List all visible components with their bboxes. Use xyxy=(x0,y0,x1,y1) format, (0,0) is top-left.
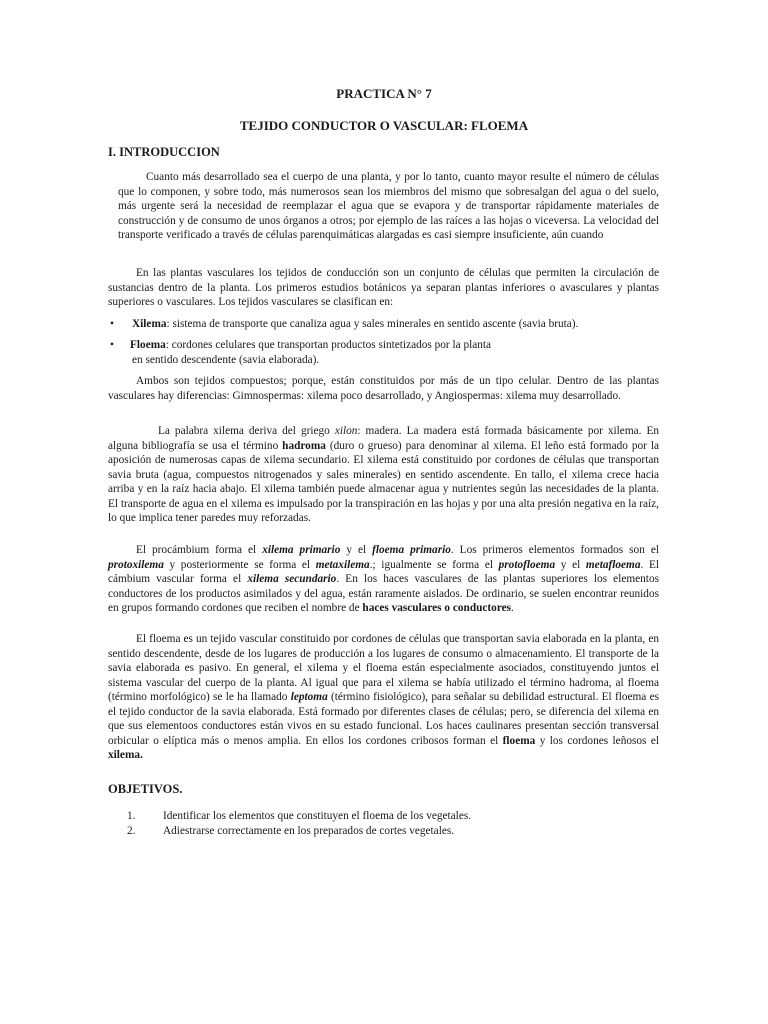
bullet-text xyxy=(132,338,492,367)
term-xilema: Xilema xyxy=(132,318,167,330)
objective-number: 2. xyxy=(127,825,136,837)
paragraph-5: El procámbium forma el xilema primario y el floema primario. Los primeros elementos formados son el protoxilema y posteriormente se forma el metaxilema.; igualmente se forma el protofloema y el metafloema. El cámbium vascular forma el xilema secundario. En los haces vasculares de las plantas superiores los elementos conductores de los productos asimilados y del agua, están raramente aislados. De ordinario, se suelen encontrar reunidos en grupos formando cordones que reciben el nombre de haces vasculares o conductores. xyxy=(108,544,659,614)
objective-number: 1. xyxy=(127,810,136,822)
paragraph-6: El floema es un tejido vascular constituido por cordones de células que transportan savia elaborada en la planta, en sentido descendente, desde de los lugares de producción a los lugares de consumo o almacenamiento. El transporte de la savia elaborada es pasivo. En general, el xilema y el floema están especialmente asociados, constituyendo juntos el sistema vascular del cuerpo de la planta. Al igual que para el xilema se había utilizado el término hadroma, al floema (término morfológico) se le ha llamado leptoma (término fisiológico), para señalar su debilidad estructural. El floema es el tejido conductor de la savia elaborada. Está formado por diferentes clases de células; pero, se diferencia del xilema en que sus elementoos conductores están vivos en su estado funcional. Los haces caulinares presentan sección transversal orbicular o elíptica más o menos amplia. En ellos los cordones cribosos forman el floema y los cordones leñosos el xilema. xyxy=(108,633,660,761)
introduction-heading: I. INTRODUCCION xyxy=(108,145,220,159)
objectives-heading: OBJETIVOS. xyxy=(108,782,183,796)
bullet-marker: • xyxy=(110,318,114,330)
term-xilema-primario: xilema primario xyxy=(262,544,341,556)
practice-number: PRACTICA N° 7 xyxy=(336,86,432,101)
term-protoxilema: protoxilema xyxy=(108,558,164,571)
term-leptoma: leptoma xyxy=(290,691,328,703)
paragraph-3: Ambos son tejidos compuestos; porque, están constituidos por más de un tipo celular. Dentro de las plantas vasculares hay diferencias: Gimnospermas: xilema poco desarrollado, y Angiospermas: xilema muy desarrollado. xyxy=(108,375,659,402)
term-metaxilema: metaxilema xyxy=(315,558,370,571)
bullet-description: : cordones celulares que transportan productos sintetizados por la planta en sentido descendente (savia elaborada). xyxy=(132,339,492,366)
term-haces-vasculares: haces vasculares o conductores xyxy=(362,602,512,614)
document-title: TEJIDO CONDUCTOR O VASCULAR: FLOEMA xyxy=(239,118,529,133)
bullet-description: : sistema de transporte que canaliza agua y sales minerales en sentido ascente (savia bruta). xyxy=(166,318,579,330)
term-floema-primario: floema primario xyxy=(372,544,451,556)
objective-text: Identificar los elementos que constituyen el floema de los vegetales. xyxy=(163,810,472,822)
bullet-text xyxy=(132,317,670,332)
term-hadroma: hadroma xyxy=(282,439,326,452)
term-xilon: xilon xyxy=(334,425,358,437)
term-floema: Floema xyxy=(130,339,166,351)
term-floema-bold: floema xyxy=(502,734,536,747)
paragraph-1: Cuanto más desarrollado sea el cuerpo de una planta, y por lo tanto, cuanto mayor resulte el número de células que lo componen, y sobre todo, más numerosos sean los miembros del mismo que sobresalgan del agua o del suelo, más urgente será la necesidad de reemplazar el agua que se evapora y de transportar rápidamente materiales de construcción y de consumo de unos órganos a otros; por ejemplo de las raíces a las hojas o viceversa. La velocidad del transporte verificado a través de células parenquimáticas alargadas es casi siempre insuficiente, aún cuando xyxy=(118,171,659,241)
term-protofloema: protofloema xyxy=(498,558,556,571)
term-xilema-bold: xilema. xyxy=(108,749,143,761)
term-metafloema: metafloema xyxy=(585,558,641,571)
objective-text: Adiestrarse correctamente en los preparados de cortes vegetales. xyxy=(163,825,455,837)
paragraph-2: En las plantas vasculares los tejidos de conducción son un conjunto de células que permiten la circulación de sustancias dentro de la planta. Los primeros estudios botánicos ya separan plantas inferiores o avasculares y plantas superiores o vasculares. Los tejidos vasculares se clasifican en: xyxy=(108,267,659,308)
bullet-marker: • xyxy=(110,339,114,351)
term-xilema-secundario: xilema secundario xyxy=(247,573,337,585)
paragraph-4: La palabra xilema deriva del griego xilon: madera. La madera está formada básicamente por xilema. En alguna bibliografía se usa el término hadroma (duro o grueso) para denominar al xilema. El leño está formado por la aposición de numerosas capas de xilema secundario. El xilema está constituido por cordones de células que transportan savia bruta (agua, compuestos nitrogenados y sales minerales) en sentido ascendente. En tallo, el xilema crece hacia arriba y en la raíz hacia abajo. El xilema también puede almacenar agua y nutrientes según las necesidades de la planta. El transporte de agua en el xilema es impulsado por la transpiración en las hojas y por una alta presión negativa en la raíz, lo que implica tener paredes muy reforzadas. xyxy=(108,425,659,524)
